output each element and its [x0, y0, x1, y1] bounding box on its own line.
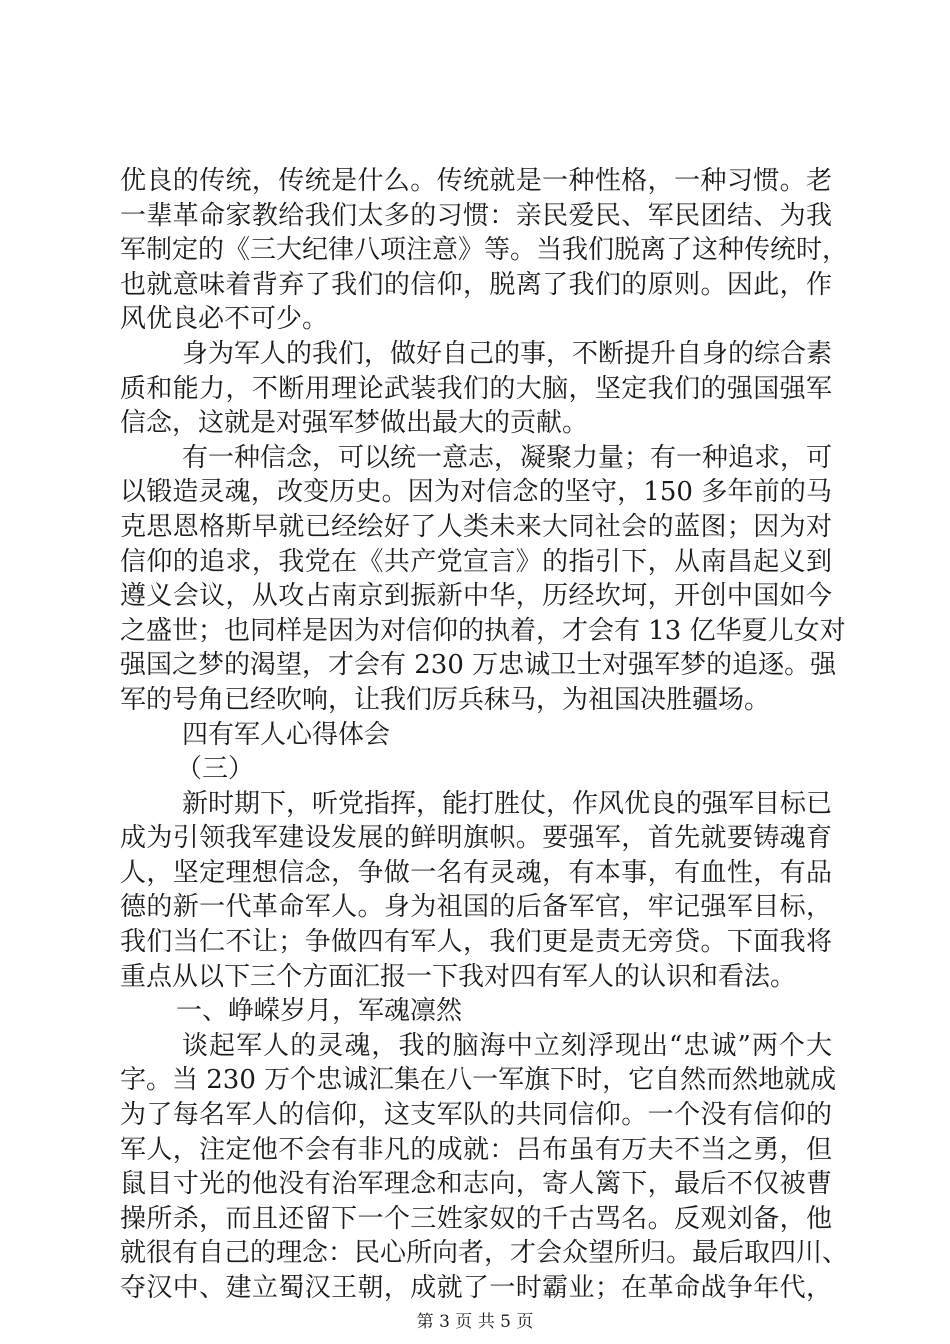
text-line: 军的号角已经吹响，让我们厉兵秣马，为祖国决胜疆场。	[120, 684, 771, 715]
text-line: 操所杀，而且还留下一个三姓家奴的千古骂名。反观刘备，他	[120, 1203, 832, 1234]
text-line: 重点从以下三个方面汇报一下我对四有军人的认识和看法。	[120, 961, 797, 992]
text-line: 成为引领我军建设发展的鲜明旗帜。要强军，首先就要铸魂育	[120, 823, 832, 854]
text-line: 为了每名军人的信仰，这支军队的共同信仰。一个没有信仰的	[120, 1100, 832, 1131]
text-line: 就很有自己的理念：民心所向者，才会众望所归。最后取四川、	[120, 1238, 849, 1269]
text-line: 身为军人的我们，做好自己的事，不断提升自身的综合素	[182, 338, 833, 369]
text-line: 遵义会议，从攻占南京到振新中华，历经坎坷，开创中国如今	[120, 581, 832, 612]
page-footer: 第 3 页 共 5 页	[416, 1312, 534, 1332]
text-line: 一、峥嵘岁月，军魂凛然	[176, 996, 463, 1027]
text-line: 新时期下，听党指挥，能打胜仗，作风优良的强军目标已	[182, 788, 833, 819]
text-line: 德的新一代革命军人。身为祖国的后备军官，牢记强军目标，	[120, 892, 832, 923]
text-line: 以锻造灵魂，改变历史。因为对信念的坚守，150 多年前的马	[120, 477, 832, 508]
text-line: 人，坚定理想信念，争做一名有灵魂，有本事，有血性，有品	[120, 857, 832, 888]
text-line: 军制定的《三大纪律八项注意》等。当我们脱离了这种传统时，	[120, 235, 849, 266]
text-line: 夺汉中、建立蜀汉王朝，成就了一时霸业；在革命战争年代，	[120, 1273, 832, 1303]
text-line: 谈起军人的灵魂，我的脑海中立刻浮现出“忠诚”两个大	[182, 1030, 832, 1061]
text-line: 军人，注定他不会有非凡的成就：吕布虽有万夫不当之勇，但	[120, 1134, 832, 1165]
text-line: （三）	[176, 754, 255, 785]
text-line: 我们当仁不让；争做四有军人，我们更是责无旁贷。下面我将	[120, 927, 832, 958]
text-line: 鼠目寸光的他没有治军理念和志向，寄人篱下，最后不仅被曹	[120, 1169, 832, 1200]
text-line: 之盛世；也同样是因为对信仰的执着，才会有 13 亿华夏儿女对	[120, 615, 846, 646]
text-line: 有一种信念，可以统一意志，凝聚力量；有一种追求，可	[182, 442, 833, 473]
text-line: 字。当 230 万个忠诚汇集在八一军旗下时，它自然而然地就成	[120, 1065, 837, 1096]
text-line: 一辈革命家教给我们太多的习惯：亲民爱民、军民团结、为我	[120, 200, 832, 231]
text-line: 四有军人心得体会	[182, 719, 391, 750]
text-line: 也就意味着背弃了我们的信仰，脱离了我们的原则。因此，作	[120, 269, 832, 300]
text-line: 信念，这就是对强军梦做出最大的贡献。	[120, 408, 589, 439]
text-line: 克思恩格斯早就已经绘好了人类未来大同社会的蓝图；因为对	[120, 511, 832, 542]
text-line: 质和能力，不断用理论武装我们的大脑，坚定我们的强国强军	[120, 373, 832, 404]
document-body	[120, 164, 849, 1306]
text-line: 风优良必不可少。	[120, 304, 329, 335]
text-line: 强国之梦的渴望，才会有 230 万忠诚卫士对强军梦的追逐。强	[120, 650, 837, 681]
text-line: 优良的传统，传统是什么。传统就是一种性格，一种习惯。老	[120, 166, 832, 196]
text-line: 信仰的追求，我党在《共产党宣言》的指引下，从南昌起义到	[120, 546, 832, 577]
